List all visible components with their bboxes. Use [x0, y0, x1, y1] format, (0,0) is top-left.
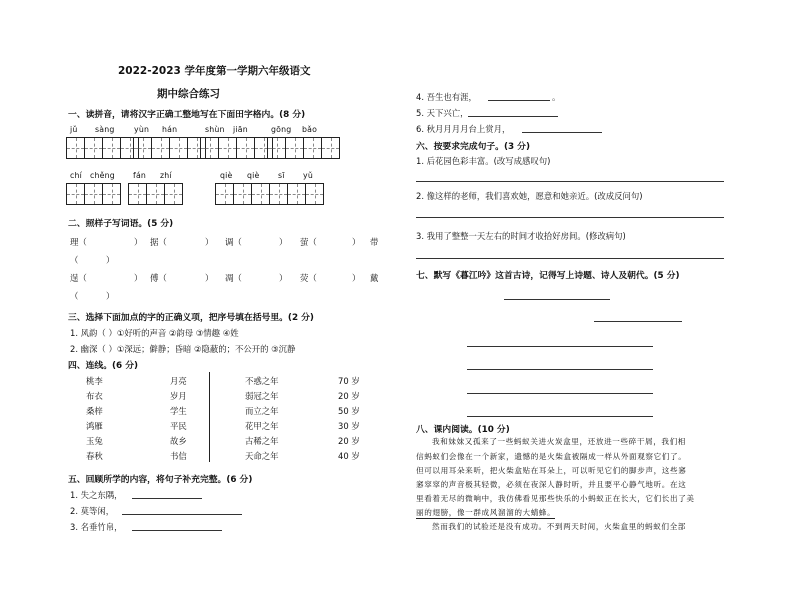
match-c: 花甲之年	[245, 421, 279, 431]
match-d: 20 岁	[338, 436, 360, 446]
writing-grid-3[interactable]	[200, 137, 273, 159]
pinyin: jiān	[233, 125, 248, 134]
word-item: 带	[370, 237, 379, 247]
match-b: 岁月	[170, 391, 187, 401]
fill-item: 5. 天下兴亡，	[416, 108, 469, 118]
match-a: 鸿雁	[86, 421, 103, 431]
writing-grid-2[interactable]	[133, 137, 206, 159]
match-a: 玉兔	[86, 436, 103, 446]
word-item: ）	[352, 273, 361, 283]
reading-line: 里看着无尽的微响中，我仿佛看见那些快乐的小蚂蚁正在长大，它们长出了美	[416, 494, 695, 503]
answer-line[interactable]	[416, 258, 724, 259]
pinyin: chěng	[90, 171, 115, 180]
writing-grid-5[interactable]	[66, 183, 121, 205]
answer-line[interactable]	[468, 116, 558, 117]
section-4-heading: 四、连线。(6 分)	[68, 361, 139, 371]
writing-grid-6[interactable]	[128, 183, 183, 205]
writing-grid-7[interactable]	[215, 183, 324, 205]
fill-item: 1. 失之东隅，	[70, 490, 123, 500]
match-d: 30 岁	[338, 421, 360, 431]
reading-line: 我和妹妹又孤来了一些蚂蚁关进火炭盒里，还放进一些碎干屑，我们相	[432, 437, 687, 446]
answer-line[interactable]	[522, 132, 602, 133]
fill-item: 6. 秋月月月月台上赏月，	[416, 124, 511, 134]
word-item: 调（	[225, 237, 242, 247]
match-d: 70 岁	[338, 376, 360, 386]
poem-line[interactable]	[467, 346, 653, 347]
word-item: ）	[279, 237, 288, 247]
pinyin: zhí	[160, 171, 172, 180]
match-b: 平民	[170, 421, 187, 431]
pinyin: yùn	[134, 125, 150, 134]
answer-line[interactable]	[122, 514, 242, 515]
word-item: （	[70, 255, 79, 265]
pinyin: chí	[70, 171, 82, 180]
question-3-2: 2. 幽深（ ）①深远；僻静；昏暗 ②隐蔽的；不公开的 ③沉静	[70, 344, 296, 354]
exam-title: 2022-2023 学年度第一学期六年级语文	[118, 65, 311, 77]
fill-item: 2. 莫等闲，	[70, 506, 115, 516]
section-3-heading: 三、选择下面加点的字的正确义项，把序号填在括号里。(2 分)	[68, 313, 314, 323]
match-d: 20 岁	[338, 391, 360, 401]
fill-item-tail: 。	[552, 92, 561, 102]
answer-line[interactable]	[488, 100, 550, 101]
word-item: ）	[106, 255, 115, 265]
word-item: 萤（	[300, 237, 317, 247]
fill-item: 3. 名垂竹帛，	[70, 522, 123, 532]
word-item: 理（	[70, 237, 87, 247]
divider-line	[209, 372, 210, 462]
word-item: ）	[134, 273, 143, 283]
answer-line[interactable]	[416, 217, 724, 218]
pinyin: qiè	[247, 171, 260, 180]
fill-item: 4. 吾生也有涯，	[416, 92, 477, 102]
match-c: 而立之年	[245, 406, 279, 416]
match-a: 桃李	[86, 376, 103, 386]
poet-line[interactable]	[594, 321, 682, 322]
word-item: （	[70, 291, 79, 301]
question-6-1: 1. 后花园色彩丰富。(改写成感叹句)	[416, 156, 551, 166]
match-c: 古稀之年	[245, 436, 279, 446]
match-c: 天命之年	[245, 451, 279, 461]
pinyin: shùn	[205, 125, 225, 134]
answer-line[interactable]	[132, 498, 202, 499]
writing-grid-1[interactable]	[66, 137, 139, 159]
exam-subtitle: 期中综合练习	[157, 88, 220, 100]
section-1-heading: 一、读拼音，请将汉字正确工整地写在下面田字格内。(8 分)	[68, 110, 306, 120]
question-3-1: 1. 风韵（ ）①好听的声音 ②韵母 ③情趣 ④姓	[70, 328, 239, 338]
pinyin: yǔ	[303, 171, 313, 180]
poem-line[interactable]	[467, 369, 653, 370]
reading-line: 丽的翅膀，像一群成风溜溜的大蜻蜂。	[416, 508, 556, 517]
section-8-heading: 八、课内阅读。(10 分)	[416, 425, 510, 435]
match-b: 书信	[170, 451, 187, 461]
question-6-2: 2. 像这样的老师，我们喜欢她，愿意和她亲近。(改成反问句)	[416, 191, 643, 201]
poem-title-line[interactable]	[504, 299, 610, 300]
pinyin: sàng	[95, 125, 115, 134]
match-a: 桑梓	[86, 406, 103, 416]
word-item: ）	[279, 273, 288, 283]
answer-line[interactable]	[132, 530, 222, 531]
poem-line[interactable]	[467, 416, 653, 417]
answer-line[interactable]	[416, 181, 724, 182]
match-b: 学生	[170, 406, 187, 416]
word-item: 傅（	[150, 273, 167, 283]
word-item: 逞（	[70, 273, 87, 283]
match-b: 故乡	[170, 436, 187, 446]
pinyin: fán	[133, 171, 147, 180]
match-c: 弱冠之年	[245, 391, 279, 401]
word-item: 据（	[150, 237, 167, 247]
writing-grid-4[interactable]	[267, 137, 340, 159]
match-d: 50 岁	[338, 406, 360, 416]
reading-line: 信蚂蚁们会像在一个新家，遗憾的是火柴盒被隔成一样从外面观察它们了。	[416, 452, 687, 461]
match-b: 月亮	[170, 376, 187, 386]
section-6-heading: 六、按要求完成句子。(3 分)	[416, 142, 530, 152]
section-5-heading: 五、回顾所学的内容，将句子补充完整。(6 分)	[68, 475, 253, 485]
word-item: ）	[134, 237, 143, 247]
word-item: ）	[352, 237, 361, 247]
match-c: 不惑之年	[245, 376, 279, 386]
word-item: ）	[106, 291, 115, 301]
poem-line[interactable]	[467, 393, 653, 394]
word-item: 戴	[370, 273, 379, 283]
section-2-heading: 二、照样子写词语。(5 分)	[68, 219, 174, 229]
word-item: ）	[205, 273, 214, 283]
pinyin: gōng	[271, 125, 292, 134]
pinyin: qiè	[220, 171, 233, 180]
pinyin: jǔ	[70, 125, 78, 134]
word-item: 荧（	[300, 273, 317, 283]
reading-line: 但可以用耳朵来听，把火柴盒贴在耳朵上，可以听见它们的脚步声，这些窸	[416, 466, 687, 475]
match-a: 布衣	[86, 391, 103, 401]
pinyin: hán	[162, 125, 178, 134]
question-6-3: 3. 我用了整整一天左右的时间才收拾好房间。(修改病句)	[416, 231, 626, 241]
reading-line: 然而我们的试验还是没有成功。不到两天时间，火柴盒里的蚂蚁们全部	[432, 522, 687, 531]
section-7-heading: 七、默写《暮江吟》这首古诗，记得写上诗题、诗人及朝代。(5 分)	[416, 271, 680, 281]
reading-line: 窸窣窣的声音极其轻微，必须在夜深人静时听，并且要平心静气地听。在这	[416, 480, 687, 489]
match-d: 40 岁	[338, 451, 360, 461]
pinyin: bǎo	[302, 125, 318, 134]
pinyin: sī	[278, 171, 285, 180]
word-item: 凋（	[225, 273, 242, 283]
word-item: ）	[205, 237, 214, 247]
match-a: 春秋	[86, 451, 103, 461]
